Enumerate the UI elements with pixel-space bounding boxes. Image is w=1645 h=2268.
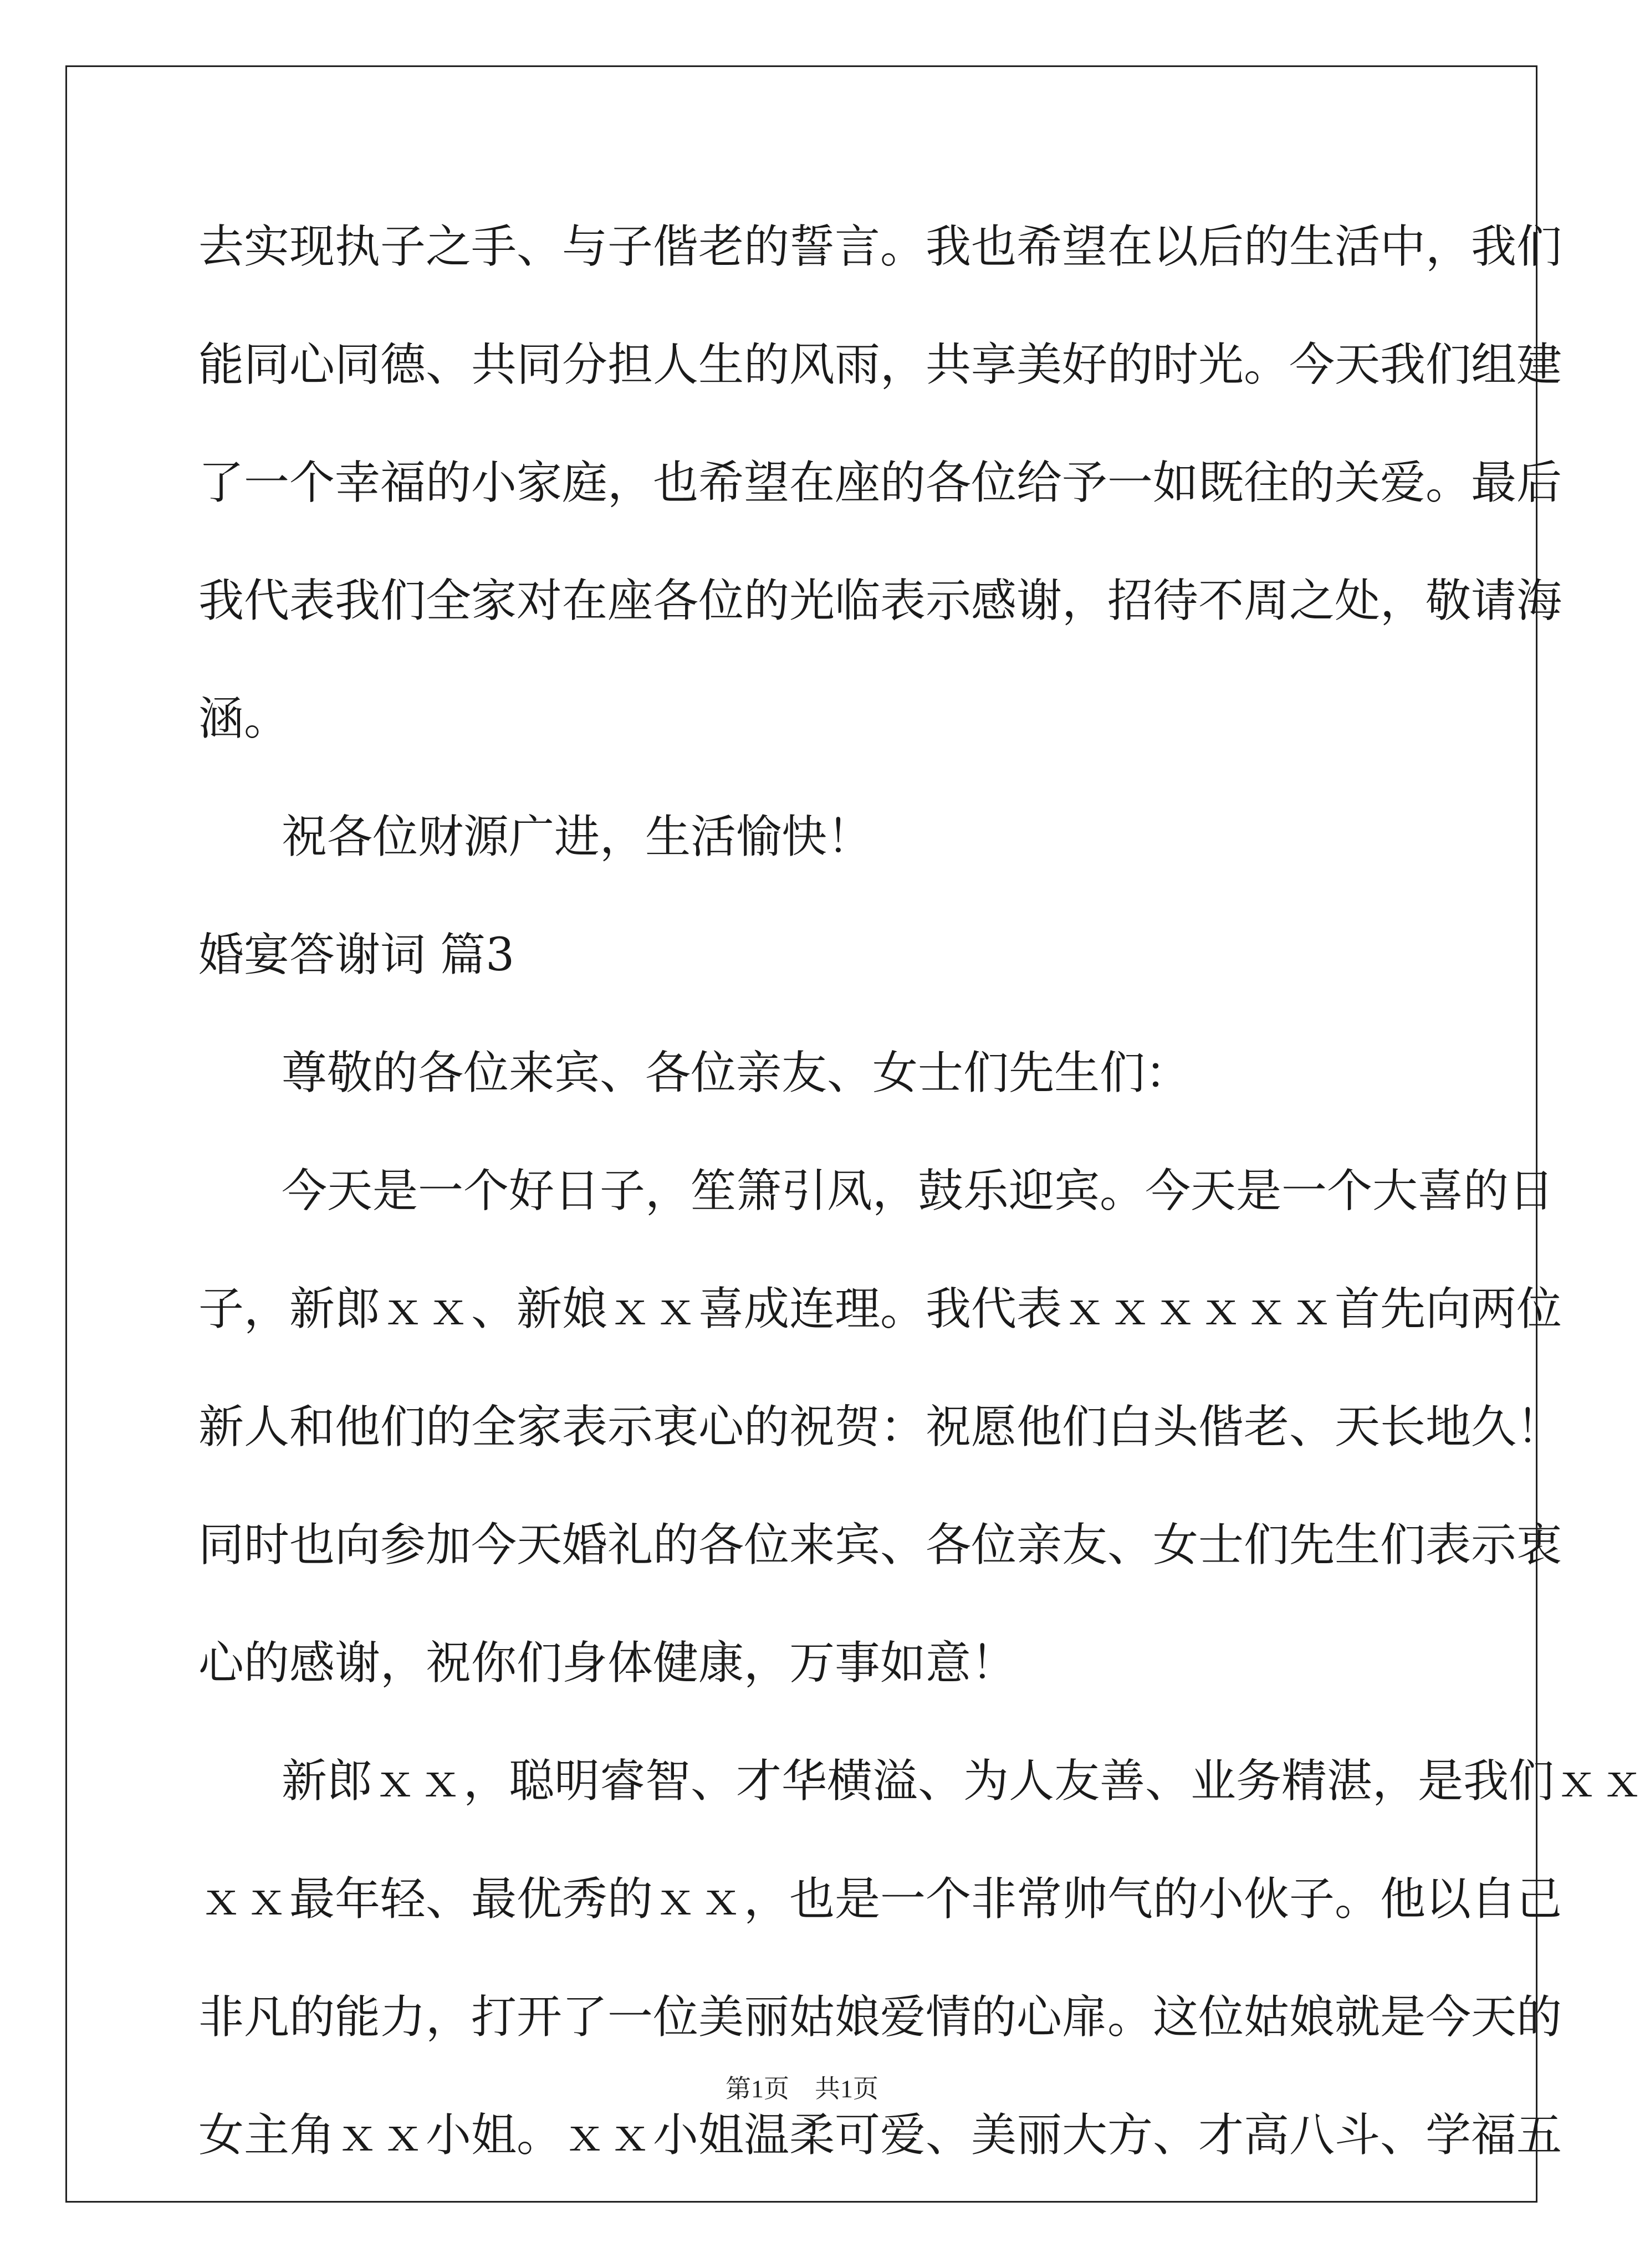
- paragraph-line: 新人和他们的全家表示衷心的祝贺：祝愿他们白头偕老、天长地久！: [198, 1401, 1562, 1453]
- paragraph-line: 女主角ｘｘ小姐。ｘｘ小姐温柔可爱、美丽大方、才高八斗、学福五: [198, 2109, 1562, 2162]
- paragraph-line: 子，新郎ｘｘ、新娘ｘｘ喜成连理。我代表ｘｘｘｘｘｘ首先向两位: [198, 1283, 1562, 1335]
- paragraph-line: 去实现执子之手、与子偕老的誓言。我也希望在以后的生活中，我们: [198, 221, 1562, 273]
- paragraph-line: 今天是一个好日子，笙箫引凤，鼓乐迎宾。今天是一个大喜的日: [282, 1165, 1555, 1217]
- paragraph-line: 祝各位财源广进，生活愉快！: [282, 811, 873, 863]
- paragraph-line: 非凡的能力，打开了一位美丽姑娘爱情的心扉。这位姑娘就是今天的: [198, 1991, 1562, 2044]
- section-heading: 婚宴答谢词 篇3: [198, 929, 515, 981]
- paragraph-line: 我代表我们全家对在座各位的光临表示感谢，招待不周之处，敬请海: [198, 575, 1562, 627]
- paragraph-line: 了一个幸福的小家庭，也希望在座的各位给予一如既往的关爱。最后: [198, 457, 1562, 509]
- paragraph-line: ｘｘ最年轻、最优秀的ｘｘ，也是一个非常帅气的小伙子。他以自己: [198, 1873, 1562, 1926]
- page-number-footer: 第1页 共1页: [726, 2075, 878, 2103]
- paragraph-line: 同时也向参加今天婚礼的各位来宾、各位亲友、女士们先生们表示衷: [198, 1519, 1562, 1571]
- paragraph-line: 涵。: [198, 693, 290, 745]
- paragraph-line: 能同心同德、共同分担人生的风雨，共享美好的时光。今天我们组建: [198, 339, 1562, 391]
- paragraph-line: 新郎ｘｘ，聪明睿智、才华横溢、为人友善、业务精湛，是我们ｘｘ: [282, 1755, 1645, 1808]
- document-body: [198, 211, 1645, 2217]
- salutation-line: 尊敬的各位来宾、各位亲友、女士们先生们：: [282, 1047, 1191, 1099]
- paragraph-line: 心的感谢，祝你们身体健康，万事如意！: [198, 1637, 1017, 1690]
